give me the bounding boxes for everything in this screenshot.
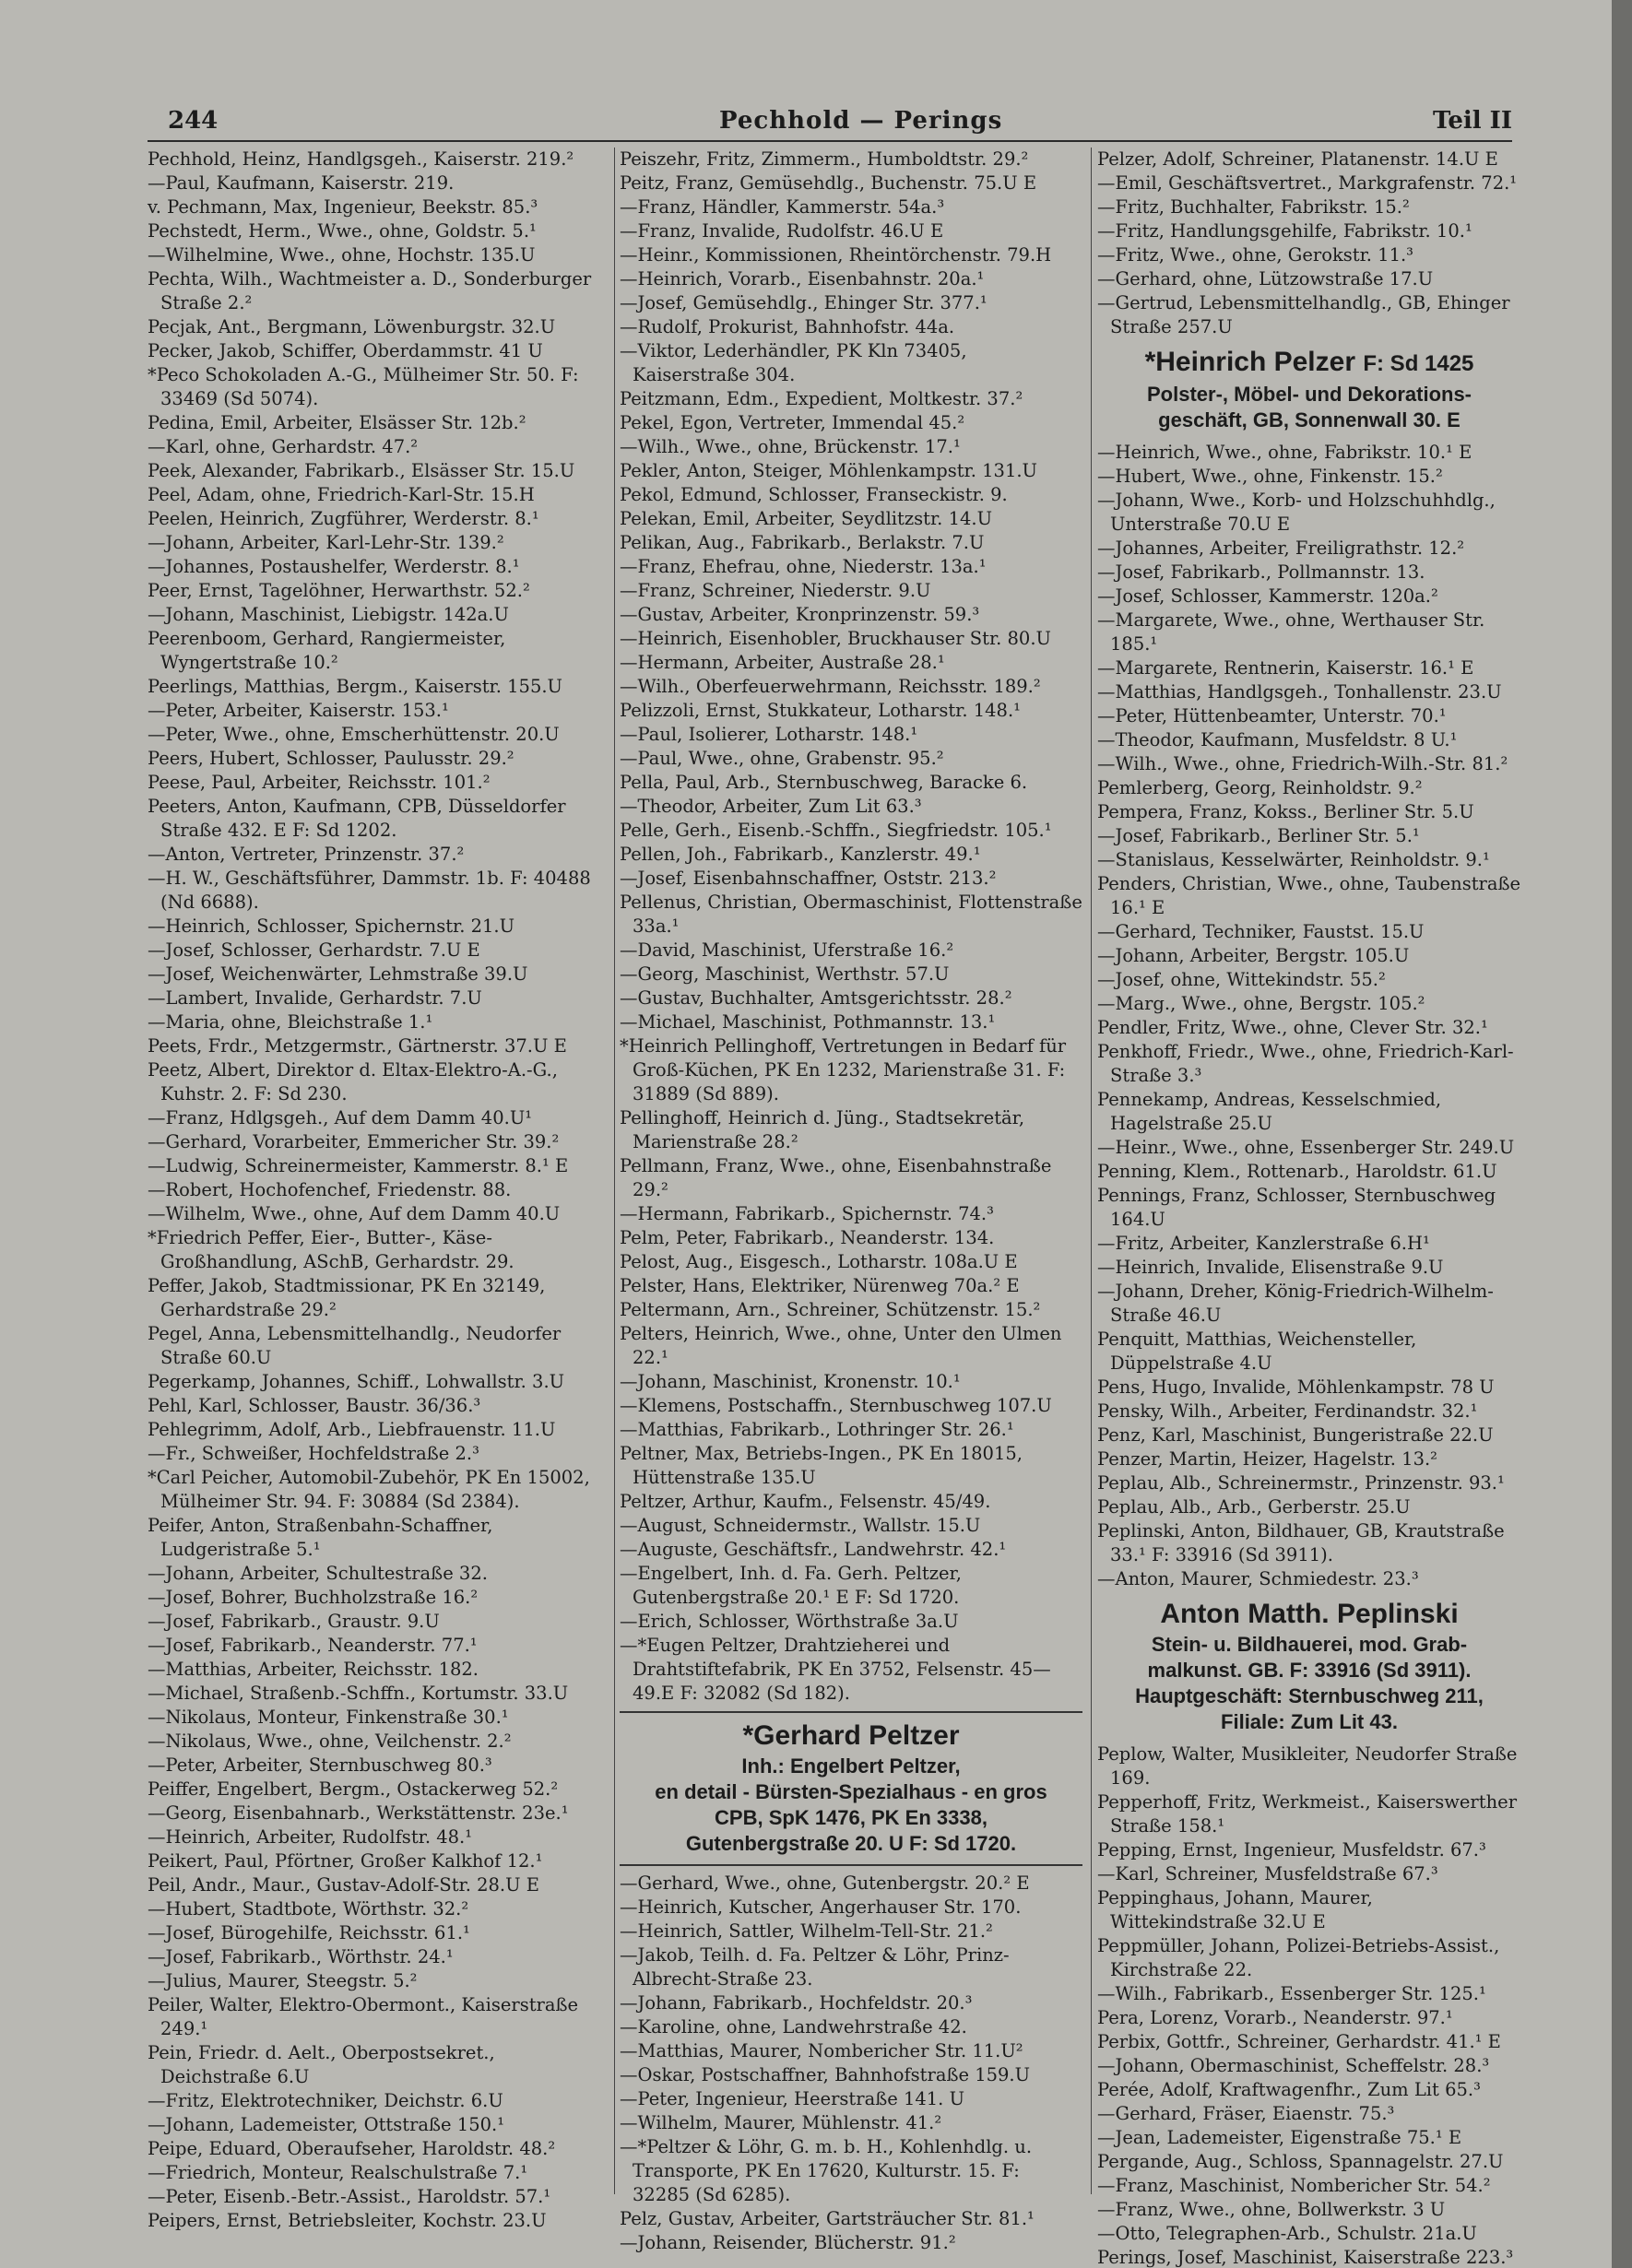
directory-entry: —Franz, Invalide, Rudolfstr. 46.U E: [620, 220, 944, 242]
directory-entry: —Paul, Kaufmann, Kaiserstr. 219.: [148, 172, 455, 194]
directory-entry: —Anton, Vertreter, Prinzenstr. 37.²: [148, 844, 465, 865]
ad-gerhard-peltzer: [620, 1719, 1082, 1857]
ad-divider: [620, 1864, 1082, 1866]
directory-entry: Pecjak, Ant., Bergmann, Löwenburgstr. 32.U: [148, 316, 556, 337]
directory-entry: Peek, Alexander, Fabrikarb., Elsässer Str. 15.U: [148, 460, 575, 481]
directory-entry: Peiszehr, Fritz, Zimmerm., Humboldtstr. 29.²: [620, 148, 1029, 170]
directory-entry: *Carl Peicher, Automobil-Zubehör, PK En 15002, Mülheimer Str. 94. F: 30884 (Sd 2384).: [148, 1467, 590, 1512]
directory-entry: Pensky, Wilh., Arbeiter, Ferdinandstr. 32.¹: [1097, 1400, 1478, 1422]
directory-entry: Peppinghaus, Johann, Maurer, Wittekindstraße 32.U E: [1097, 1887, 1373, 1932]
directory-entry: Peil, Andr., Maur., Gustav-Adolf-Str. 28.U E: [148, 1874, 539, 1896]
directory-entry: —Johann, Wwe., Korb- und Holzschuhhdlg., Unterstraße 70.U E: [1097, 490, 1496, 535]
directory-entry: —Franz, Maschinist, Nombericher Str. 54.²: [1097, 2175, 1491, 2196]
directory-entry: Peltner, Max, Betriebs-Ingen., PK En 18015, Hüttenstraße 135.U: [620, 1443, 1023, 1488]
directory-entry: Penning, Klem., Rottenarb., Haroldstr. 61.U: [1097, 1161, 1497, 1182]
directory-entry: —Wilh., Wwe., ohne, Friedrich-Wilh.-Str. 81.²: [1097, 753, 1508, 774]
directory-entry: Pechhold, Heinz, Handlgsgeh., Kaiserstr. 219.²: [148, 148, 574, 170]
directory-entry: Pelikan, Aug., Fabrikarb., Berlakstr. 7.U: [620, 532, 985, 553]
directory-entry: Peiffer, Engelbert, Bergm., Ostackerweg 52.²: [148, 1778, 559, 1800]
directory-entry: —Heinrich, Vorarb., Eisenbahnstr. 20a.¹: [620, 268, 985, 289]
directory-entry: —Hubert, Wwe., ohne, Finkenstr. 15.²: [1097, 466, 1443, 487]
directory-entry: —Viktor, Lederhändler, PK Kln 73405, Kaiserstraße 304.: [620, 340, 967, 385]
directory-entry: —Heinrich, Eisenhobler, Bruckhauser Str. 80.U: [620, 628, 1051, 649]
directory-entry: —Josef, Bürogehilfe, Reichsstr. 61.¹: [148, 1922, 470, 1943]
ad-line: Stein- u. Bildhauerei, mod. Grab-: [1151, 1633, 1468, 1656]
directory-entry: Peifer, Anton, Straßenbahn-Schaffner, Ludgeristraße 5.¹: [148, 1515, 493, 1560]
directory-entry: —Erich, Schlosser, Wörthstraße 3a.U: [620, 1611, 959, 1632]
directory-entry: —Robert, Hochofenchef, Friedenstr. 88.: [148, 1179, 512, 1200]
directory-entry: Pekel, Egon, Vertreter, Immendal 45.²: [620, 412, 965, 433]
directory-entry: —Marg., Wwe., ohne, Bergstr. 105.²: [1097, 993, 1425, 1014]
directory-entry: Pelle, Gerh., Eisenb.-Schffn., Siegfriedstr. 105.¹: [620, 820, 1052, 841]
directory-entry: Penzer, Martin, Heizer, Hagelstr. 13.²: [1097, 1448, 1437, 1470]
directory-entry: —Paul, Isolierer, Lotharstr. 148.¹: [620, 724, 918, 745]
directory-entry: Pegel, Anna, Lebensmittelhandlg., Neudorfer Straße 60.U: [148, 1323, 562, 1368]
directory-entry: Pelizzoli, Ernst, Stukkateur, Lotharstr. 148.¹: [620, 700, 1021, 721]
directory-entry: Pendler, Fritz, Wwe., ohne, Clever Str. 32.¹: [1097, 1017, 1488, 1038]
directory-entry: Peppmüller, Johann, Polizei-Betriebs-Assist., Kirchstraße 22.: [1097, 1935, 1500, 1980]
directory-entry: —Jakob, Teilh. d. Fa. Peltzer & Löhr, Prinz-Albrecht-Straße 23.: [620, 1944, 1010, 1990]
directory-entry: —Johann, Arbeiter, Bergstr. 105.U: [1097, 945, 1410, 966]
directory-entry: —Gerhard, Techniker, Faustst. 15.U: [1097, 921, 1425, 942]
directory-entry: Peeters, Anton, Kaufmann, CPB, Düsseldorfer Straße 432. E F: Sd 1202.: [148, 796, 566, 841]
directory-entry: —Oskar, Postschaffner, Bahnhofstraße 159.U: [620, 2064, 1031, 2085]
column-2: [620, 148, 1082, 2255]
directory-entry: Pelm, Peter, Fabrikarb., Neanderstr. 134.: [620, 1227, 995, 1248]
directory-entry: —Nikolaus, Wwe., ohne, Veilchenstr. 2.²: [148, 1731, 512, 1752]
directory-entry: Penquitt, Matthias, Weichensteller, Düppelstraße 4.U: [1097, 1329, 1417, 1374]
ad-owner: Inh.: Engelbert Peltzer,: [741, 1754, 961, 1778]
directory-entry: Pedina, Emil, Arbeiter, Elsässer Str. 12b.²: [148, 412, 526, 433]
column-1: [148, 148, 609, 2233]
directory-entry: Pelost, Aug., Eisgesch., Lotharstr. 108a.U E: [620, 1251, 1018, 1272]
ad-heinrich-pelzer: [1097, 345, 1521, 433]
directory-entry: —Josef, Bohrer, Buchholzstraße 16.²: [148, 1587, 479, 1608]
ad-title: *Gerhard Peltzer: [742, 1720, 960, 1751]
directory-entry: —Lambert, Invalide, Gerhardstr. 7.U: [148, 987, 482, 1009]
directory-entry: —Matthias, Handlgsgeh., Tonhallenstr. 23.U: [1097, 681, 1502, 703]
directory-entry: Pecker, Jakob, Schiffer, Oberdammstr. 41 U: [148, 340, 543, 361]
directory-entry: —Matthias, Maurer, Nombericher Str. 11.U²: [620, 2040, 1023, 2061]
directory-entry: Peikert, Paul, Pförtner, Großer Kalkhof 12.¹: [148, 1850, 543, 1872]
directory-entry: —*Eugen Peltzer, Drahtzieherei und Drahtstiftefabrik, PK En 3752, Felsenstr. 45—49.E F: 32082 (Sd 182).: [620, 1635, 1051, 1704]
directory-entry: —Franz, Schreiner, Niederstr. 9.U: [620, 580, 931, 601]
directory-entry: —Wilh., Wwe., ohne, Brückenstr. 17.¹: [620, 436, 961, 457]
directory-entry: Pegerkamp, Johannes, Schiff., Lohwallstr. 3.U: [148, 1371, 565, 1392]
directory-entry: —Georg, Eisenbahnarb., Werkstättenstr. 23e.¹: [148, 1802, 569, 1824]
directory-entry: Pempera, Franz, Kokss., Berliner Str. 5.U: [1097, 801, 1474, 822]
directory-entry: Peets, Frdr., Metzgermstr., Gärtnerstr. 37.U E: [148, 1035, 567, 1057]
directory-entry: Peers, Hubert, Schlosser, Paulusstr. 29.²: [148, 748, 514, 769]
directory-entry: —Theodor, Arbeiter, Zum Lit 63.³: [620, 796, 922, 817]
directory-entry: Peer, Ernst, Tagelöhner, Herwarthstr. 52.²: [148, 580, 530, 601]
directory-entry: —Georg, Maschinist, Werthstr. 57.U: [620, 963, 950, 985]
directory-entry: Peipers, Ernst, Betriebsleiter, Kochstr. 23.U: [148, 2210, 547, 2231]
directory-entry: —Anton, Maurer, Schmiedestr. 23.³: [1097, 1568, 1419, 1589]
directory-entry: —Margarete, Wwe., ohne, Werthauser Str. 185.¹: [1097, 609, 1485, 655]
directory-entry: —Klemens, Postschaffn., Sternbuschweg 107.U: [620, 1395, 1052, 1416]
directory-entry: Pergande, Aug., Schloss, Spannagelstr. 27.U: [1097, 2151, 1504, 2172]
directory-entry: —Peter, Arbeiter, Sternbuschweg 80.³: [148, 1754, 492, 1776]
directory-entry: —Johann, Arbeiter, Schultestraße 32.: [148, 1563, 488, 1584]
directory-entry: —Karl, Schreiner, Musfeldstraße 67.³: [1097, 1863, 1438, 1884]
directory-entry: —Peter, Eisenb.-Betr.-Assist., Haroldstr. 57.¹: [148, 2186, 551, 2207]
directory-entry: Peplau, Alb., Arb., Gerberstr. 25.U: [1097, 1496, 1411, 1518]
directory-entry: —Gertrud, Lebensmittelhandlg., GB, Ehinger Straße 257.U: [1097, 292, 1510, 337]
directory-entry: Peffer, Jakob, Stadtmissionar, PK En 32149, Gerhardstraße 29.²: [148, 1275, 546, 1320]
directory-entry: —Matthias, Fabrikarb., Lothringer Str. 26.¹: [620, 1419, 1014, 1440]
directory-entry: —Johannes, Postaushelfer, Werderstr. 8.¹: [148, 556, 520, 577]
ad-line: Hauptgeschäft: Sternbuschweg 211,: [1135, 1684, 1484, 1707]
directory-entry: Pehlegrimm, Adolf, Arb., Liebfrauenstr. 11.U: [148, 1419, 556, 1440]
directory-entry: —Josef, Fabrikarb., Berliner Str. 5.¹: [1097, 825, 1420, 846]
directory-entry: —Gustav, Arbeiter, Kronprinzenstr. 59.³: [620, 604, 980, 625]
ad-line: Gutenbergstraße 20. U F: Sd 1720.: [685, 1832, 1017, 1855]
directory-entry: Peese, Paul, Arbeiter, Reichsstr. 101.²: [148, 772, 491, 793]
directory-entry: —Josef, Gemüsehdlg., Ehinger Str. 377.¹: [620, 292, 987, 313]
directory-entry: —Johann, Dreher, König-Friedrich-Wilhelm-Straße 46.U: [1097, 1281, 1494, 1326]
directory-entry: —Heinrich, Schlosser, Spichernstr. 21.U: [148, 915, 515, 937]
directory-entry: —Wilhelm, Maurer, Mühlenstr. 41.²: [620, 2112, 942, 2133]
directory-entry: —Fritz, Wwe., ohne, Gerokstr. 11.³: [1097, 244, 1414, 266]
directory-entry: —Franz, Ehefrau, ohne, Niederstr. 13a.¹: [620, 556, 987, 577]
entries-col2a: [620, 148, 1082, 1706]
directory-entry: —Gerhard, Vorarbeiter, Emmericher Str. 39.²: [148, 1131, 560, 1152]
directory-entry: —Maria, ohne, Bleichstraße 1.¹: [148, 1011, 433, 1033]
directory-entry: —Heinrich, Invalide, Elisenstraße 9.U: [1097, 1257, 1444, 1278]
directory-entry: —Fritz, Elektrotechniker, Deichstr. 6.U: [148, 2090, 503, 2111]
directory-entry: —Johann, Obermaschinist, Scheffelstr. 28.³: [1097, 2055, 1490, 2076]
directory-entry: Pekler, Anton, Steiger, Möhlenkampstr. 131.U: [620, 460, 1037, 481]
directory-entry: —Fritz, Buchhalter, Fabrikstr. 15.²: [1097, 196, 1410, 218]
directory-entry: Penders, Christian, Wwe., ohne, Taubenstraße 16.¹ E: [1097, 873, 1521, 918]
directory-entry: —Ludwig, Schreinermeister, Kammerstr. 8.¹ E: [148, 1155, 569, 1176]
directory-entry: —Johann, Reisender, Blücherstr. 91.²: [620, 2232, 956, 2253]
directory-entry: —Heinrich, Arbeiter, Rudolfstr. 48.¹: [148, 1826, 473, 1848]
directory-entry: —Peter, Hüttenbeamter, Unterstr. 70.¹: [1097, 705, 1447, 726]
directory-entry: Perbix, Gottfr., Schreiner, Gerhardstr. 41.¹ E: [1097, 2031, 1501, 2052]
page-edge-shadow: [1612, 0, 1632, 2268]
directory-entry: *Friedrich Peffer, Eier-, Butter-, Käse-Großhandlung, ASchB, Gerhardstr. 29.: [148, 1227, 514, 1272]
directory-entry: Penz, Karl, Maschinist, Bungeristraße 22.U: [1097, 1424, 1494, 1446]
directory-entry: Peltzer, Arthur, Kaufm., Felsenstr. 45/49.: [620, 1491, 991, 1512]
directory-entry: —Josef, Schlosser, Kammerstr. 120a.²: [1097, 585, 1438, 607]
directory-entry: Pepperhoff, Fritz, Werkmeist., Kaiserswerther Straße 158.¹: [1097, 1791, 1518, 1837]
directory-entry: —Michael, Maschinist, Pothmannstr. 13.¹: [620, 1011, 996, 1033]
directory-entry: —Karl, ohne, Gerhardstr. 47.²: [148, 436, 419, 457]
part-label: Teil II: [1432, 107, 1512, 135]
directory-entry: Peiler, Walter, Elektro-Obermont., Kaiserstraße 249.¹: [148, 1994, 579, 2039]
entries-col3a: [1097, 148, 1521, 339]
directory-entry: —Josef, Eisenbahnschaffner, Oststr. 213.²: [620, 868, 997, 889]
directory-entry: —Michael, Straßenb.-Schffn., Kortumstr. 33.U: [148, 1683, 569, 1704]
directory-entry: *Heinrich Pellinghoff, Vertretungen in Bedarf für Groß-Küchen, PK En 1232, Marienstraße 31. F: 31889 (Sd 889).: [620, 1035, 1067, 1104]
directory-entry: —Wilhelm, Wwe., ohne, Auf dem Damm 40.U: [148, 1203, 561, 1224]
directory-entry: Penkhoff, Friedr., Wwe., ohne, Friedrich-Karl-Straße 3.³: [1097, 1041, 1514, 1086]
directory-entry: —H. W., Geschäftsführer, Dammstr. 1b. F: 40488 (Nd 6688).: [148, 868, 591, 913]
ad-line: Filiale: Zum Lit 43.: [1221, 1710, 1398, 1733]
directory-entry: —Wilh., Oberfeuerwehrmann, Reichsstr. 189.²: [620, 676, 1041, 697]
directory-entry: —Josef, ohne, Wittekindstr. 55.²: [1097, 969, 1386, 990]
directory-entry: —Julius, Maurer, Steegstr. 5.²: [148, 1970, 418, 1991]
directory-entry: —Stanislaus, Kesselwärter, Reinholdstr. 9.¹: [1097, 849, 1490, 870]
directory-entry: Pella, Paul, Arb., Sternbuschweg, Baracke 6.: [620, 772, 1028, 793]
column-divider: [1091, 148, 1092, 2194]
running-head: Pechhold — Perings: [719, 107, 1003, 135]
directory-entry: Perée, Adolf, Kraftwagenfhr., Zum Lit 65.³: [1097, 2079, 1481, 2100]
directory-entry: —Heinrich, Sattler, Wilhelm-Tell-Str. 21.²: [620, 1920, 993, 1942]
directory-entry: —Heinr., Kommissionen, Rheintörchenstr. 79.H: [620, 244, 1052, 266]
directory-entry: Peerenboom, Gerhard, Rangiermeister, Wyngertstraße 10.²: [148, 628, 506, 673]
ad-peplinski: [1097, 1597, 1521, 1735]
directory-entry: Pelzer, Adolf, Schreiner, Platanenstr. 14.U E: [1097, 148, 1498, 170]
directory-entry: —Karoline, ohne, Landwehrstraße 42.: [620, 2016, 967, 2038]
directory-entry: Pepping, Ernst, Ingenieur, Musfeldstr. 67.³: [1097, 1839, 1486, 1860]
directory-entry: —*Peltzer & Löhr, G. m. b. H., Kohlenhdlg. u. Transporte, PK En 17620, Kulturstr. 15. F: 32285 (Sd 6285).: [620, 2136, 1033, 2205]
directory-entry: —Gerhard, Wwe., ohne, Gutenbergstr. 20.² E: [620, 1872, 1030, 1894]
directory-entry: —Johann, Fabrikarb., Hochfeldstr. 20.³: [620, 1992, 973, 2014]
entries-col1: [148, 148, 609, 2233]
directory-entry: —Wilh., Fabrikarb., Essenberger Str. 125.¹: [1097, 1983, 1486, 2004]
directory-entry: Peltermann, Arn., Schreiner, Schützenstr. 15.²: [620, 1299, 1041, 1320]
column-3: [1097, 148, 1521, 2268]
directory-entry: —Otto, Telegraphen-Arb., Schulstr. 21a.U: [1097, 2223, 1477, 2244]
directory-entry: —Auguste, Geschäftsfr., Landwehrstr. 42.¹: [620, 1539, 1007, 1560]
directory-entry: —Rudolf, Prokurist, Bahnhofstr. 44a.: [620, 316, 955, 337]
directory-entry: Peipe, Eduard, Oberaufseher, Haroldstr. 48.²: [148, 2138, 556, 2159]
directory-entry: Pellmann, Franz, Wwe., ohne, Eisenbahnstraße 29.²: [620, 1155, 1052, 1200]
directory-entry: Pens, Hugo, Invalide, Möhlenkampstr. 78 U: [1097, 1376, 1495, 1398]
directory-entry: —Hermann, Fabrikarb., Spichernstr. 74.³: [620, 1203, 994, 1224]
directory-entry: Peplau, Alb., Schreinermstr., Prinzenstr. 93.¹: [1097, 1472, 1505, 1494]
directory-entry: —Heinr., Wwe., ohne, Essenberger Str. 249.U: [1097, 1137, 1515, 1158]
directory-entry: —Johann, Arbeiter, Karl-Lehr-Str. 139.²: [148, 532, 504, 553]
directory-entry: —Franz, Hdlgsgeh., Auf dem Damm 40.U¹: [148, 1107, 533, 1128]
ad-line: CPB, SpK 1476, PK En 3338,: [715, 1806, 987, 1829]
directory-entry: —Wilhelmine, Wwe., ohne, Hochstr. 135.U: [148, 244, 536, 266]
directory-entry: —Hubert, Stadtbote, Wörthstr. 32.²: [148, 1898, 469, 1920]
entries-col2b: [620, 1872, 1082, 2255]
directory-entry: Pelz, Gustav, Arbeiter, Gartsträucher Str. 81.¹: [620, 2208, 1035, 2229]
directory-entry: —Gerhard, ohne, Lützowstraße 17.U: [1097, 268, 1434, 289]
entries-col3c: [1097, 1742, 1521, 2268]
directory-entry: —Heinrich, Kutscher, Angerhauser Str. 170.: [620, 1896, 1022, 1918]
directory-entry: —Johannes, Arbeiter, Freiligrathstr. 12.²: [1097, 537, 1465, 559]
ad-title: Anton Matth. Peplinski: [1160, 1599, 1459, 1629]
directory-entry: Pekol, Edmund, Schlosser, Franseckistr. 9.: [620, 484, 1008, 505]
directory-entry: —Theodor, Kaufmann, Musfeldstr. 8 U.¹: [1097, 729, 1458, 750]
directory-entry: Pellenus, Christian, Obermaschinist, Flottenstraße 33a.¹: [620, 892, 1082, 937]
directory-entry: Peelen, Heinrich, Zugführer, Werderstr. 8.¹: [148, 508, 539, 529]
page-header: [148, 103, 1512, 142]
directory-entry: Perings, Josef, Maschinist, Kaiserstraße 223.³: [1097, 2247, 1514, 2268]
directory-entry: Pein, Friedr. d. Aelt., Oberpostsekret., Deichstraße 6.U: [148, 2042, 495, 2087]
directory-entry: Peplinski, Anton, Bildhauer, GB, Krautstraße 33.¹ F: 33916 (Sd 3911).: [1097, 1520, 1505, 1565]
directory-entry: v. Pechmann, Max, Ingenieur, Beekstr. 85.³: [148, 196, 538, 218]
directory-entry: —Emil, Geschäftsvertret., Markgrafenstr. 72.¹: [1097, 172, 1518, 194]
directory-entry: —David, Maschinist, Uferstraße 16.²: [620, 939, 954, 961]
directory-entry: —Paul, Wwe., ohne, Grabenstr. 95.²: [620, 748, 944, 769]
entries-col3b: [1097, 441, 1521, 1591]
directory-entry: Peel, Adam, ohne, Friedrich-Karl-Str. 15.H: [148, 484, 535, 505]
directory-entry: —Franz, Händler, Kammerstr. 54a.³: [620, 196, 945, 218]
directory-entry: Pechta, Wilh., Wachtmeister a. D., Sonderburger Straße 2.²: [148, 268, 592, 313]
ad-line: en detail - Bürsten-Spezialhaus - en gros: [655, 1780, 1047, 1803]
directory-entry: —Margarete, Rentnerin, Kaiserstr. 16.¹ E: [1097, 657, 1474, 679]
directory-entry: —Josef, Fabrikarb., Pollmannstr. 13.: [1097, 561, 1425, 583]
directory-entry: —Matthias, Arbeiter, Reichsstr. 182.: [148, 1659, 479, 1680]
directory-entry: —Hermann, Arbeiter, Austraße 28.¹: [620, 652, 945, 673]
directory-entry: —Heinrich, Wwe., ohne, Fabrikstr. 10.¹ E: [1097, 442, 1472, 463]
directory-entry: —Johann, Maschinist, Kronenstr. 10.¹: [620, 1371, 961, 1392]
page-number: 244: [168, 107, 219, 135]
directory-entry: —Friedrich, Monteur, Realschulstraße 7.¹: [148, 2162, 528, 2183]
directory-entry: —Josef, Fabrikarb., Graustr. 9.U: [148, 1611, 440, 1632]
directory-entry: Pellinghoff, Heinrich d. Jüng., Stadtsekretär, Marienstraße 28.²: [620, 1107, 1025, 1152]
directory-entry: —Nikolaus, Monteur, Finkenstraße 30.¹: [148, 1707, 509, 1728]
directory-entry: —Johann, Maschinist, Liebigstr. 142a.U: [148, 604, 509, 625]
directory-entry: —Josef, Fabrikarb., Wörthstr. 24.¹: [148, 1946, 454, 1967]
directory-entry: Pechstedt, Herm., Wwe., ohne, Goldstr. 5.¹: [148, 220, 537, 242]
directory-entry: —Johann, Lademeister, Ottstraße 150.¹: [148, 2114, 505, 2135]
directory-entry: Pellen, Joh., Fabrikarb., Kanzlerstr. 49.¹: [620, 844, 981, 865]
ad-divider: [620, 1711, 1082, 1713]
directory-entry: Pera, Lorenz, Vorarb., Neanderstr. 97.¹: [1097, 2007, 1453, 2028]
directory-entry: Pennekamp, Andreas, Kesselschmied, Hagelstraße 25.U: [1097, 1089, 1442, 1134]
directory-entry: Peplow, Walter, Musikleiter, Neudorfer Straße 169.: [1097, 1743, 1518, 1789]
directory-entry: —Engelbert, Inh. d. Fa. Gerh. Peltzer, Gutenbergstraße 20.¹ E F: Sd 1720.: [620, 1563, 962, 1608]
ad-line: Polster-, Möbel- und Dekorations-: [1146, 383, 1472, 406]
directory-entry: Pennings, Franz, Schlosser, Sternbuschweg 164.U: [1097, 1185, 1496, 1230]
directory-entry: —August, Schneidermstr., Wallstr. 15.U: [620, 1515, 981, 1536]
directory-entry: Peetz, Albert, Direktor d. Eltax-Elektro-A.-G., Kuhstr. 2. F: Sd 230.: [148, 1059, 558, 1104]
directory-entry: Pemlerberg, Georg, Reinholdstr. 9.²: [1097, 777, 1423, 798]
directory-entry: Pelster, Hans, Elektriker, Nürenweg 70a.² E: [620, 1275, 1020, 1296]
directory-entry: Pehl, Karl, Schlosser, Baustr. 36/36.³: [148, 1395, 481, 1416]
directory-entry: Pelekan, Emil, Arbeiter, Seydlitzstr. 14.U: [620, 508, 993, 529]
ad-line: malkunst. GB. F: 33916 (Sd 3911).: [1147, 1659, 1472, 1682]
directory-entry: Peitz, Franz, Gemüsehdlg., Buchenstr. 75.U E: [620, 172, 1037, 194]
directory-entry: —Jean, Lademeister, Eigenstraße 75.¹ E: [1097, 2127, 1462, 2148]
directory-entry: —Gerhard, Fräser, Eiaenstr. 75.³: [1097, 2103, 1395, 2124]
directory-entry: —Peter, Arbeiter, Kaiserstr. 153.¹: [148, 700, 449, 721]
directory-entry: —Fr., Schweißer, Hochfeldstraße 2.³: [148, 1443, 479, 1464]
directory-entry: —Fritz, Handlungsgehilfe, Fabrikstr. 10.¹: [1097, 220, 1472, 242]
directory-entry: —Franz, Wwe., ohne, Bollwerkstr. 3 U: [1097, 2199, 1446, 2220]
directory-entry: —Josef, Schlosser, Gerhardstr. 7.U E: [148, 939, 480, 961]
directory-entry: —Gustav, Buchhalter, Amtsgerichtsstr. 28.²: [620, 987, 1012, 1009]
directory-entry: Peitzmann, Edm., Expedient, Moltkestr. 37.²: [620, 388, 1023, 409]
directory-entry: —Josef, Fabrikarb., Neanderstr. 77.¹: [148, 1635, 478, 1656]
column-divider: [614, 148, 615, 2194]
directory-entry: —Peter, Wwe., ohne, Emscherhüttenstr. 20.U: [148, 724, 560, 745]
directory-entry: —Josef, Weichenwärter, Lehmstraße 39.U: [148, 963, 528, 985]
directory-entry: *Peco Schokoladen A.-G., Mülheimer Str. 50. F: 33469 (Sd 5074).: [148, 364, 579, 409]
ad-title: *Heinrich Pelzer F: Sd 1425: [1144, 347, 1474, 377]
ad-line: geschäft, GB, Sonnenwall 30. E: [1158, 408, 1461, 431]
directory-entry: Peerlings, Matthias, Bergm., Kaiserstr. 155.U: [148, 676, 562, 697]
directory-entry: —Peter, Ingenieur, Heerstraße 141. U: [620, 2088, 965, 2109]
directory-entry: —Fritz, Arbeiter, Kanzlerstraße 6.H¹: [1097, 1233, 1430, 1254]
directory-entry: Pelters, Heinrich, Wwe., ohne, Unter den Ulmen 22.¹: [620, 1323, 1062, 1368]
